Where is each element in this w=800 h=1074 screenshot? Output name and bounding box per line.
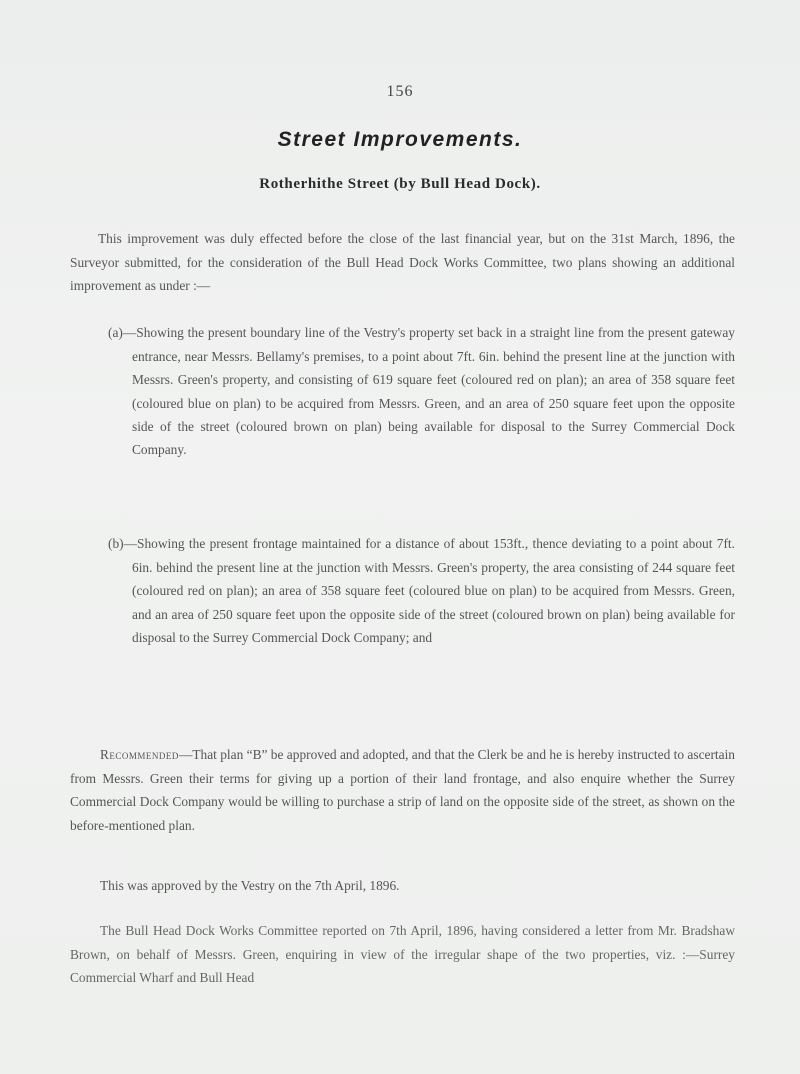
recommendation-paragraph — [70, 743, 735, 837]
recommended-label: Recommended — [100, 747, 179, 763]
approval-paragraph: This was approved by the Vestry on the 7th April, 1896. — [100, 878, 400, 894]
item-a-paragraph: (a)—Showing the present boundary line of the Vestry's property set back in a straight line from the present gateway entrance, near Messrs. Bellamy's premises, to a point about 7ft. 6in. behind the present line at the junction with Messrs. Green's property, and consisting of 619 square feet (coloured red on plan); an area of 358 square feet (coloured blue on plan) to be acquired from Messrs. Green, and an area of 250 square feet upon the opposite side of the street (coloured brown on plan) being available for disposal to the Surrey Commercial Dock Company. — [108, 325, 735, 458]
committee-report-paragraph: The Bull Head Dock Works Committee reported on 7th April, 1896, having considered a letter from Mr. Bradshaw Brown, on behalf of Messrs. Green, enquiring in view of the irregular shape of the two properties, viz. :—Surrey Commercial Wharf and Bull Head — [70, 923, 735, 986]
page-title: Street Improvements. — [277, 128, 523, 151]
page-number: 156 — [386, 83, 414, 100]
recommended-text: —That plan “B” be approved and adopted, and that the Clerk be and he is hereby instructed to ascertain from Messrs. Green their terms for giving up a portion of their land frontage, and also enquire whether the Surrey Commercial Dock Company would be willing to purchase a strip of land on the opposite side of the street, as shown on the before-mentioned plan. — [70, 747, 735, 833]
item-b-paragraph: (b)—Showing the present frontage maintained for a distance of about 153ft., thence deviating to a point about 7ft. 6in. behind the present line at the junction with Messrs. Green's property, the area consisting of 244 square feet (coloured red on plan); an area of 358 square feet (coloured blue on plan) to be acquired from Messrs. Green, and an area of 250 square feet upon the opposite side of the street (coloured brown on plan) being available for disposal to the Surrey Commercial Dock Company; and — [108, 536, 735, 646]
section-subtitle: Rotherhithe Street (by Bull Head Dock). — [259, 176, 541, 192]
intro-paragraph: This improvement was duly effected before the close of the last financial year, but on the 31st March, 1896, the Surveyor submitted, for the consideration of the Bull Head Dock Works Committee, two plans showing an additional improvement as under :— — [70, 231, 735, 294]
